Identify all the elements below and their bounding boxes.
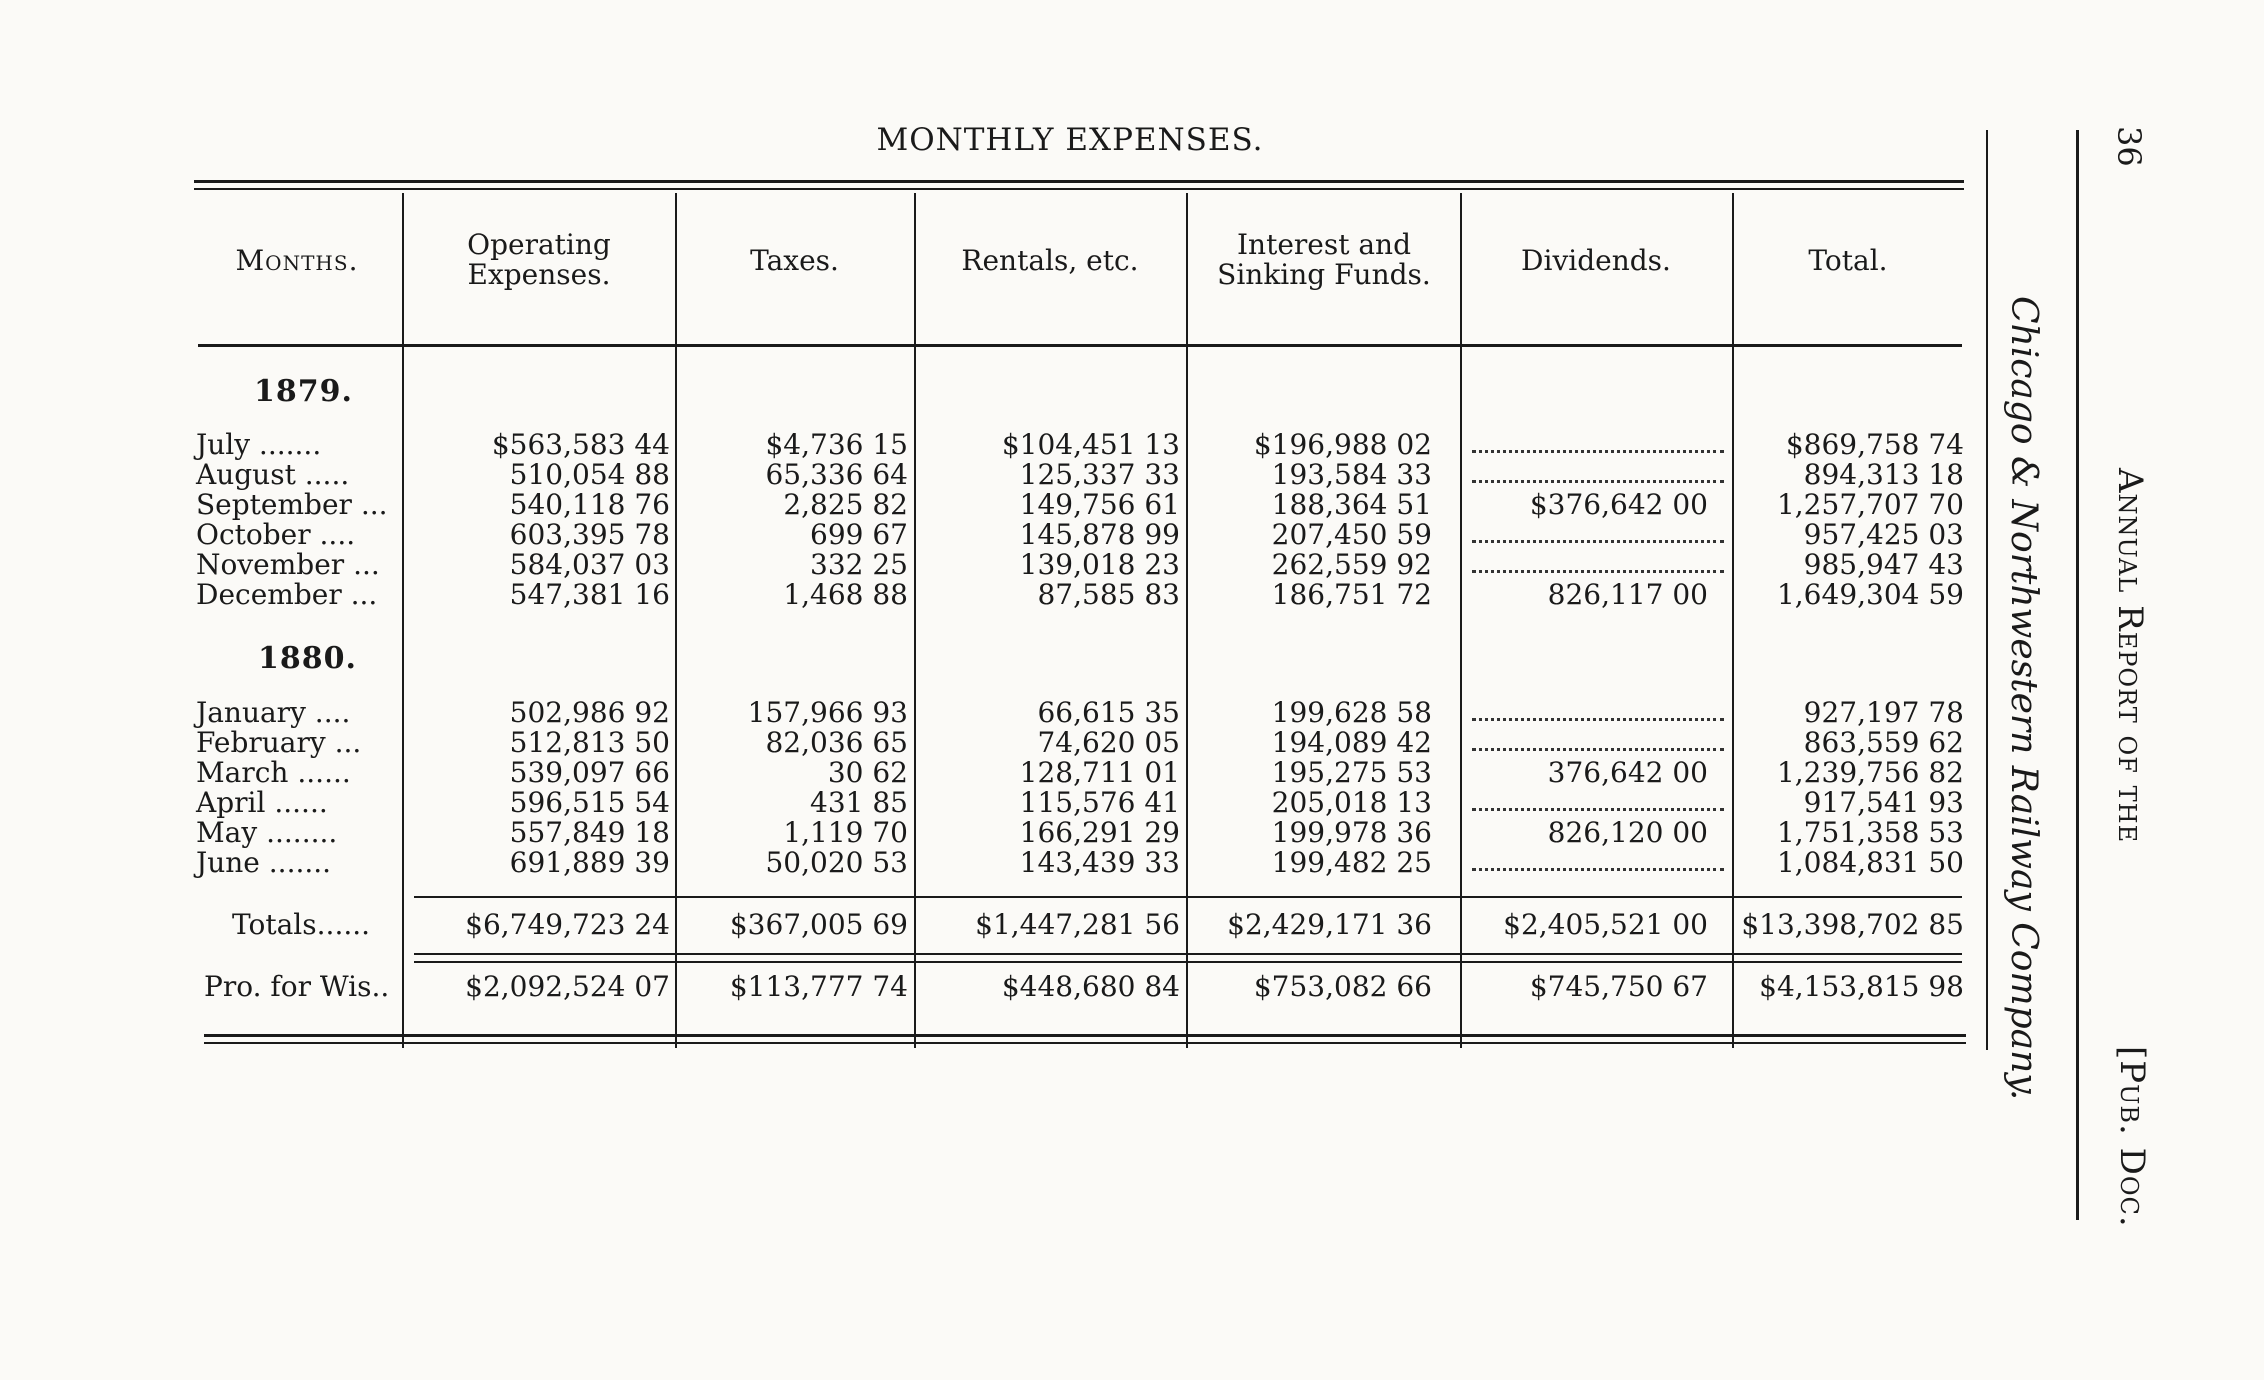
expenses-table — [192, 178, 1972, 1053]
cell-interest: 262,559 92 — [1271, 548, 1432, 581]
cell-total: 917,541 93 — [1803, 786, 1964, 819]
col-divider — [402, 193, 404, 1048]
cell-rentals: 125,337 33 — [1019, 458, 1180, 491]
month-name: November — [196, 548, 345, 581]
totals-total: $13,398,702 85 — [1741, 908, 1964, 941]
cell-taxes: $4,736 15 — [765, 428, 908, 461]
page-title: MONTHLY EXPENSES. — [876, 122, 1264, 158]
cell-rentals: 128,711 01 — [1019, 756, 1180, 789]
month-name: August — [196, 458, 296, 491]
header-months: Months. — [235, 244, 359, 277]
leader-dots: ....... — [250, 428, 322, 461]
bottom-rule — [204, 1034, 1966, 1037]
cell-operating: 547,381 16 — [509, 578, 670, 611]
empty-dividend-leader — [1472, 570, 1724, 573]
month-name: February — [196, 726, 326, 759]
row-month-label — [196, 458, 349, 491]
company-name: Chicago & Northwestern Railway Company. — [2003, 296, 2044, 1101]
header-rule — [198, 344, 1962, 347]
cell-taxes: 30 62 — [827, 756, 908, 789]
cell-taxes: 1,468 88 — [783, 578, 908, 611]
margin-rule-outer — [2076, 130, 2079, 1220]
pro-wis-total: $4,153,815 98 — [1759, 970, 1964, 1003]
cell-interest: 207,450 59 — [1271, 518, 1432, 551]
header-operating: Operating Expenses. — [467, 228, 611, 291]
cell-interest: 186,751 72 — [1271, 578, 1432, 611]
leader-dots: ... — [351, 488, 388, 521]
cell-taxes: 1,119 70 — [783, 816, 908, 849]
empty-dividend-leader — [1472, 748, 1724, 751]
row-month-label — [196, 846, 331, 879]
totals-rentals: $1,447,281 56 — [975, 908, 1180, 941]
cell-rentals: 145,878 99 — [1019, 518, 1180, 551]
leader-dots: ..... — [295, 458, 350, 491]
year-1880: 1880. — [258, 641, 357, 676]
cell-rentals: $104,451 13 — [1001, 428, 1180, 461]
month-name: September — [196, 488, 352, 521]
cell-dividends: 826,117 00 — [1547, 578, 1708, 611]
year-1879: 1879. — [254, 374, 353, 409]
totals-double-rule-inner — [414, 961, 1962, 963]
cell-total: $869,758 74 — [1785, 428, 1964, 461]
cell-total: 1,751,358 53 — [1776, 816, 1964, 849]
cell-dividends: 826,120 00 — [1547, 816, 1708, 849]
bottom-rule-inner — [204, 1042, 1966, 1044]
cell-dividends: 376,642 00 — [1547, 756, 1708, 789]
totals-double-rule — [414, 953, 1962, 955]
leader-dots: .... — [310, 518, 356, 551]
cell-total: 1,257,707 70 — [1776, 488, 1964, 521]
cell-rentals: 66,615 35 — [1037, 696, 1180, 729]
cell-rentals: 149,756 61 — [1019, 488, 1180, 521]
row-month-label — [196, 726, 361, 759]
leader-dots: ... — [344, 548, 380, 581]
cell-operating: 557,849 18 — [509, 816, 670, 849]
row-month-label — [196, 428, 321, 461]
cell-operating: 691,889 39 — [509, 846, 670, 879]
col-divider — [675, 193, 677, 1048]
month-name: January — [196, 696, 306, 729]
month-name: July — [196, 428, 251, 461]
month-name: May — [196, 816, 258, 849]
header-dividends: Dividends. — [1521, 244, 1671, 277]
cell-operating: 502,986 92 — [509, 696, 670, 729]
cell-operating: 603,395 78 — [509, 518, 670, 551]
cell-operating: 539,097 66 — [509, 756, 670, 789]
month-name: June — [196, 846, 260, 879]
pro-wis-label: Pro. for Wis.. — [204, 970, 390, 1003]
totals-label: Totals...... — [232, 908, 371, 941]
col-divider — [1460, 193, 1462, 1048]
cell-rentals: 87,585 83 — [1037, 578, 1180, 611]
pro-wis-interest: $753,082 66 — [1253, 970, 1432, 1003]
cell-total: 927,197 78 — [1803, 696, 1964, 729]
pro-wis-taxes: $113,777 74 — [729, 970, 908, 1003]
col-divider — [1186, 193, 1188, 1048]
cell-interest: 195,275 53 — [1271, 756, 1432, 789]
top-rule-inner — [194, 188, 1964, 190]
leader-dots: .... — [305, 696, 351, 729]
header-total: Total. — [1808, 244, 1888, 277]
cell-taxes: 50,020 53 — [765, 846, 908, 879]
cell-operating: 510,054 88 — [509, 458, 670, 491]
row-month-label — [196, 488, 388, 521]
cell-interest: 193,584 33 — [1271, 458, 1432, 491]
empty-dividend-leader — [1472, 450, 1724, 453]
cell-total: 985,947 43 — [1803, 548, 1964, 581]
row-month-label — [196, 548, 380, 581]
row-month-label — [196, 518, 355, 551]
leader-dots: ... — [325, 726, 362, 759]
totals-rule — [414, 896, 1962, 898]
leader-dots: ...... — [265, 786, 328, 819]
cell-interest: 199,628 58 — [1271, 696, 1432, 729]
header-rentals: Rentals, etc. — [961, 244, 1139, 277]
row-month-label — [196, 786, 328, 819]
cell-taxes: 2,825 82 — [783, 488, 908, 521]
cell-rentals: 143,439 33 — [1019, 846, 1180, 879]
cell-total: 1,649,304 59 — [1776, 578, 1964, 611]
month-name: April — [196, 786, 266, 819]
cell-rentals: 115,576 41 — [1019, 786, 1180, 819]
cell-total: 1,239,756 82 — [1776, 756, 1964, 789]
row-month-label — [196, 816, 337, 849]
pro-wis-rentals: $448,680 84 — [1001, 970, 1180, 1003]
leader-dots: ... — [341, 578, 378, 611]
report-title: Annual Report of the — [2110, 468, 2150, 844]
row-month-label — [196, 696, 350, 729]
cell-operating: 512,813 50 — [509, 726, 670, 759]
doc-label: [Pub. Doc. — [2112, 1046, 2152, 1228]
cell-taxes: 431 85 — [810, 786, 908, 819]
leader-dots: ...... — [288, 756, 351, 789]
cell-interest: 199,482 25 — [1271, 846, 1432, 879]
cell-operating: 596,515 54 — [509, 786, 670, 819]
cell-taxes: 82,036 65 — [765, 726, 908, 759]
pro-wis-dividends: $745,750 67 — [1529, 970, 1708, 1003]
cell-rentals: 74,620 05 — [1037, 726, 1180, 759]
empty-dividend-leader — [1472, 718, 1724, 721]
empty-dividend-leader — [1472, 480, 1724, 483]
leader-dots: ....... — [259, 846, 332, 879]
cell-interest: 199,978 36 — [1271, 816, 1432, 849]
cell-operating: 584,037 03 — [509, 548, 670, 581]
cell-interest: 188,364 51 — [1271, 488, 1432, 521]
cell-operating: 540,118 76 — [509, 488, 670, 521]
cell-operating: $563,583 44 — [491, 428, 670, 461]
margin-rule — [1986, 130, 1988, 1050]
cell-total: 957,425 03 — [1803, 518, 1964, 551]
col-divider — [1732, 193, 1734, 1048]
totals-interest: $2,429,171 36 — [1227, 908, 1432, 941]
col-divider — [914, 193, 916, 1048]
totals-dividends: $2,405,521 00 — [1503, 908, 1708, 941]
header-interest: Interest and Sinking Funds. — [1217, 228, 1431, 291]
month-name: December — [196, 578, 342, 611]
cell-total: 894,313 18 — [1803, 458, 1964, 491]
cell-rentals: 139,018 23 — [1019, 548, 1180, 581]
month-name: October — [196, 518, 311, 551]
empty-dividend-leader — [1472, 808, 1724, 811]
top-rule — [194, 180, 1964, 183]
row-month-label — [196, 578, 377, 611]
cell-rentals: 166,291 29 — [1019, 816, 1180, 849]
cell-taxes: 65,336 64 — [765, 458, 908, 491]
header-taxes: Taxes. — [750, 244, 839, 277]
empty-dividend-leader — [1472, 868, 1724, 871]
cell-taxes: 699 67 — [810, 518, 908, 551]
totals-taxes: $367,005 69 — [729, 908, 908, 941]
leader-dots: ........ — [257, 816, 338, 849]
page-number: 36 — [2110, 126, 2148, 167]
cell-interest: $196,988 02 — [1253, 428, 1432, 461]
empty-dividend-leader — [1472, 540, 1724, 543]
cell-taxes: 157,966 93 — [747, 696, 908, 729]
pro-wis-operating: $2,092,524 07 — [465, 970, 670, 1003]
row-month-label — [196, 756, 351, 789]
cell-interest: 205,018 13 — [1271, 786, 1432, 819]
cell-taxes: 332 25 — [810, 548, 908, 581]
cell-total: 1,084,831 50 — [1776, 846, 1964, 879]
cell-dividends: $376,642 00 — [1529, 488, 1708, 521]
month-name: March — [196, 756, 289, 789]
cell-total: 863,559 62 — [1803, 726, 1964, 759]
cell-interest: 194,089 42 — [1271, 726, 1432, 759]
totals-operating: $6,749,723 24 — [465, 908, 670, 941]
